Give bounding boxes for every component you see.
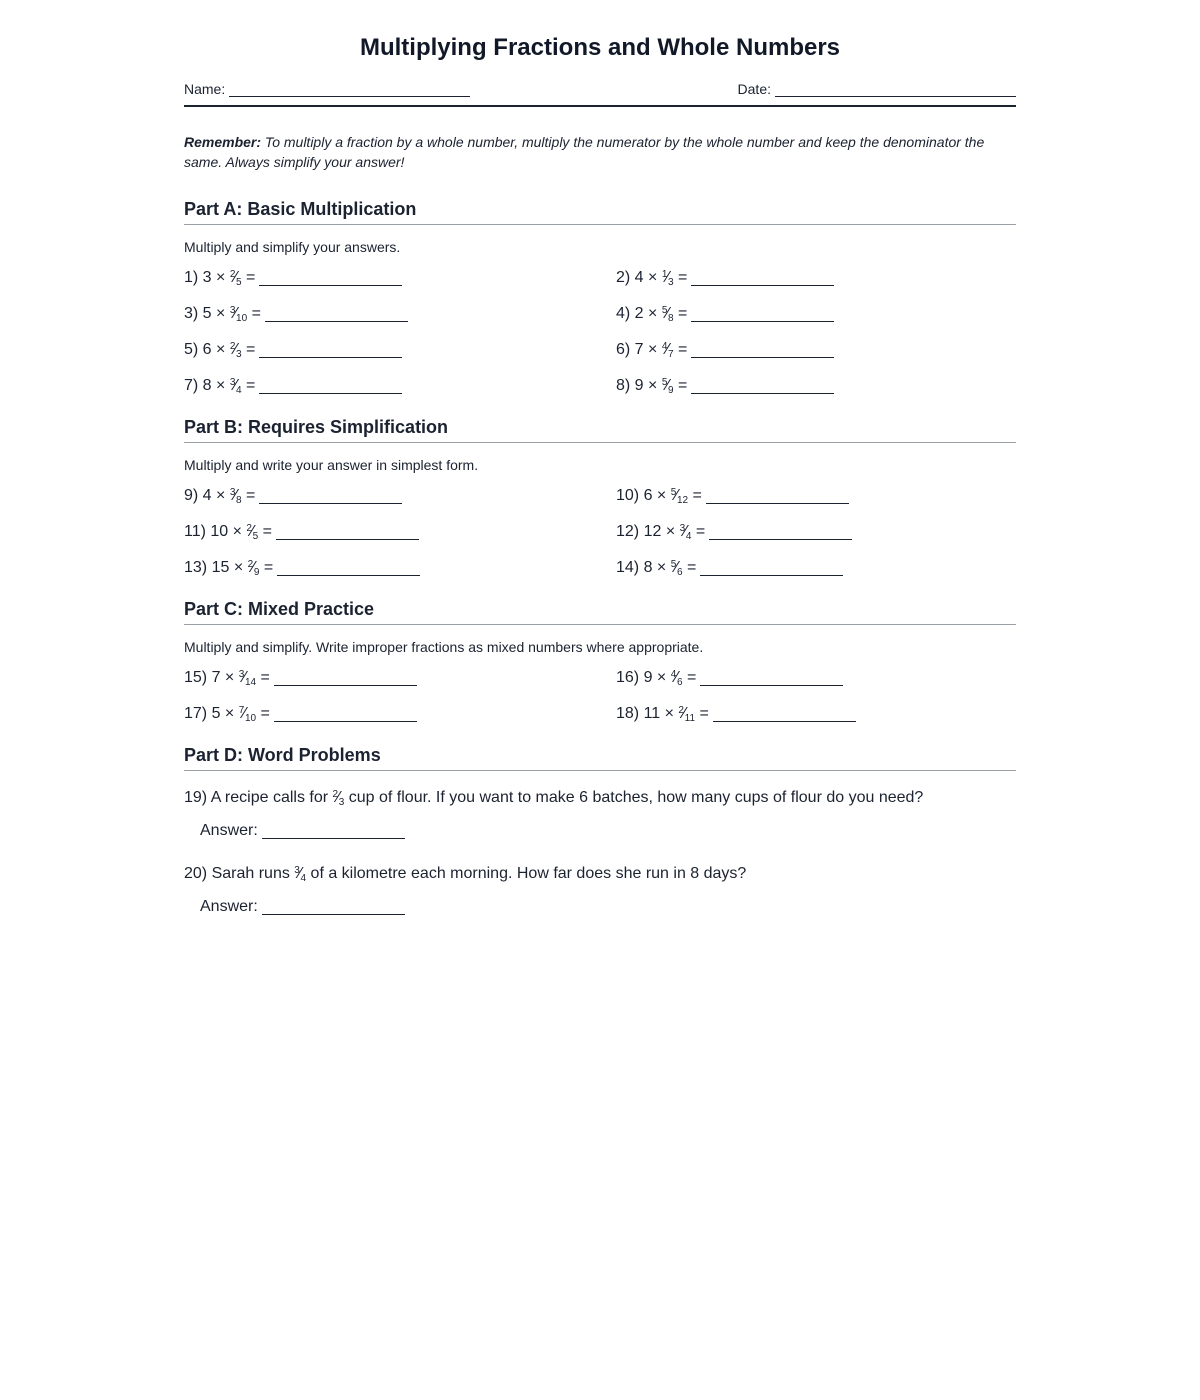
fraction	[230, 377, 242, 394]
fraction-numerator: 5	[670, 487, 677, 498]
problem-item	[184, 297, 408, 333]
fraction-denominator: 4	[236, 385, 242, 396]
answer-label: Answer:	[200, 822, 258, 839]
part-d-title: Part D: Word Problems	[184, 744, 1016, 771]
problem-item	[616, 479, 849, 515]
part-a-section	[184, 198, 1016, 405]
whole-number: 4 ×	[202, 487, 230, 504]
fraction	[239, 705, 256, 722]
fraction-denominator: 4	[685, 531, 692, 542]
answer-blank[interactable]	[709, 523, 852, 540]
problem-item	[184, 551, 420, 587]
fraction-denominator: 5	[252, 531, 259, 542]
problem-number: 8)	[616, 377, 635, 394]
problem-row	[184, 369, 1016, 405]
fraction-denominator: 8	[668, 313, 674, 324]
problem-row	[184, 515, 1016, 551]
answer-blank[interactable]	[276, 523, 419, 540]
equals-sign: =	[256, 669, 270, 686]
problem-item	[184, 515, 419, 551]
fraction-slash: ⁄	[675, 559, 678, 576]
date-blank[interactable]	[775, 82, 1016, 97]
fraction-denominator: 3	[338, 797, 345, 808]
fraction-slash: ⁄	[243, 705, 246, 722]
problem-number: 2)	[616, 269, 635, 286]
problem-number: 3)	[184, 305, 203, 322]
fraction-numerator: 3	[229, 377, 236, 388]
date-label: Date:	[737, 81, 771, 97]
fraction-numerator: 4	[661, 341, 668, 352]
problem-row	[184, 661, 1016, 697]
remember-note	[184, 132, 1016, 172]
part-c-instruction: Multiply and simplify. Write improper fractions as mixed numbers where appropriate.	[184, 639, 704, 655]
equals-sign: =	[688, 487, 702, 504]
problem-item	[184, 333, 402, 369]
fraction-slash: ⁄	[337, 789, 340, 806]
problem-number: 9)	[184, 487, 203, 504]
equals-sign: =	[682, 559, 697, 576]
fraction-slash: ⁄	[675, 487, 678, 504]
whole-number: 7 ×	[211, 669, 239, 686]
fraction-slash: ⁄	[298, 865, 302, 882]
fraction	[230, 487, 242, 504]
fraction-slash: ⁄	[234, 487, 238, 504]
name-label: Name:	[184, 81, 226, 97]
problem-item	[184, 697, 417, 733]
fraction	[662, 341, 674, 358]
problem-number: 20)	[184, 865, 212, 882]
fraction-numerator: 3	[229, 487, 236, 498]
fraction	[680, 523, 692, 540]
problem-item	[616, 297, 834, 333]
fraction-numerator: 5	[670, 559, 677, 570]
equals-sign: =	[691, 523, 706, 540]
worksheet	[184, 0, 1016, 921]
answer-blank[interactable]	[259, 377, 402, 394]
equals-sign: =	[241, 377, 256, 394]
fraction-numerator: 3	[238, 669, 245, 680]
problem-row	[184, 297, 1016, 333]
problem-row	[184, 479, 1016, 515]
fraction-slash: ⁄	[250, 523, 254, 540]
question-text-before: Sarah runs	[211, 865, 295, 882]
whole-number: 12 ×	[643, 523, 680, 540]
date-field	[738, 81, 1016, 97]
fraction-numerator: 5	[661, 305, 668, 316]
fraction-denominator: 6	[676, 567, 683, 578]
problem-item	[616, 551, 843, 587]
answer-blank[interactable]	[265, 305, 408, 322]
fraction-numerator: 2	[678, 705, 684, 716]
whole-number: 15 ×	[211, 559, 248, 576]
fraction-slash: ⁄	[234, 305, 238, 322]
fraction	[294, 865, 306, 882]
answer-blank[interactable]	[691, 377, 834, 394]
fraction-denominator: 6	[676, 677, 683, 688]
fraction-denominator: 3	[668, 277, 674, 288]
equals-sign: =	[682, 669, 697, 686]
page-title: Multiplying Fractions and Whole Numbers	[359, 34, 841, 61]
fraction	[678, 705, 695, 722]
problem-number: 14)	[616, 559, 644, 576]
fraction-slash: ⁄	[252, 559, 255, 576]
fraction-numerator: 2	[246, 523, 252, 534]
equals-sign: =	[258, 523, 273, 540]
fraction-denominator: 9	[668, 385, 674, 396]
whole-number: 7 ×	[634, 341, 662, 358]
name-blank[interactable]	[229, 82, 470, 97]
fraction	[239, 669, 256, 686]
problem-number: 4)	[616, 305, 635, 322]
fraction-denominator: 8	[236, 495, 242, 506]
fraction-slash: ⁄	[234, 341, 238, 358]
part-c-problems	[184, 661, 1016, 733]
problem-item	[184, 369, 402, 405]
question-text-before: A recipe calls for	[210, 789, 333, 806]
fraction-numerator: 5	[661, 377, 668, 388]
problem-number: 17)	[184, 705, 212, 722]
problem-number: 13)	[184, 559, 212, 576]
fraction-denominator: 10	[244, 713, 257, 724]
problem-number: 10)	[616, 487, 644, 504]
fraction-slash: ⁄	[243, 669, 246, 686]
fraction	[671, 487, 688, 504]
fraction-slash: ⁄	[682, 705, 686, 722]
problem-number: 19)	[184, 789, 211, 806]
equals-sign: =	[695, 705, 709, 722]
remember-label: Remember:	[184, 134, 262, 150]
problem-row	[184, 261, 1016, 297]
equals-sign: =	[673, 269, 688, 286]
fraction	[248, 559, 260, 576]
remember-text: To multiply a fraction by a whole number, multiply the numerator by the whole number and keep the denominator the same. Always simplify your answer!	[184, 134, 985, 170]
fraction-numerator: 2	[247, 559, 254, 570]
question-text-after: of a kilometre each morning. How far does she run in 8 days?	[306, 865, 747, 882]
whole-number: 8 ×	[643, 559, 671, 576]
fraction-denominator: 3	[236, 349, 242, 360]
part-b-section	[184, 416, 1016, 587]
fraction	[662, 377, 674, 394]
fraction-slash: ⁄	[234, 269, 238, 286]
fraction-denominator: 4	[300, 873, 307, 884]
part-d-section	[184, 744, 1016, 921]
problem-row	[184, 333, 1016, 369]
part-c-section	[184, 598, 1016, 733]
fraction-denominator: 5	[236, 277, 242, 288]
fraction	[671, 669, 683, 686]
equals-sign: =	[259, 559, 274, 576]
word-problems	[184, 781, 1016, 921]
answer-line	[184, 817, 1016, 845]
answer-blank[interactable]	[706, 487, 849, 504]
answer-line	[184, 893, 1016, 921]
problem-item	[616, 261, 834, 297]
fraction-slash: ⁄	[666, 269, 670, 286]
equals-sign: =	[673, 305, 688, 322]
fraction	[230, 305, 247, 322]
word-problem	[184, 781, 1016, 845]
answer-blank[interactable]	[262, 898, 405, 915]
fraction	[333, 789, 345, 806]
name-field	[184, 81, 470, 97]
answer-blank[interactable]	[700, 559, 843, 576]
problem-row	[184, 551, 1016, 587]
problem-row	[184, 697, 1016, 733]
answer-blank[interactable]	[259, 269, 402, 286]
problem-number: 11)	[184, 523, 211, 540]
problem-number: 16)	[616, 669, 644, 686]
answer-blank[interactable]	[691, 269, 834, 286]
whole-number: 5 ×	[202, 305, 230, 322]
equals-sign: =	[247, 305, 261, 322]
whole-number: 6 ×	[202, 341, 230, 358]
answer-blank[interactable]	[700, 669, 843, 686]
fraction-numerator: 1	[661, 269, 668, 280]
fraction-slash: ⁄	[684, 523, 687, 540]
fraction	[230, 341, 242, 358]
fraction-numerator: 2	[332, 789, 339, 800]
whole-number: 11 ×	[643, 705, 679, 722]
fraction-slash: ⁄	[666, 377, 670, 394]
fraction-denominator: 7	[668, 349, 674, 360]
equals-sign: =	[241, 487, 256, 504]
problem-number: 12)	[616, 523, 644, 540]
fraction-slash: ⁄	[666, 341, 670, 358]
answer-blank[interactable]	[274, 705, 417, 722]
fraction-denominator: 14	[244, 677, 257, 688]
fraction-denominator: 11	[684, 713, 696, 724]
whole-number: 2 ×	[634, 305, 662, 322]
word-problem-question	[184, 781, 1016, 817]
problem-number: 5)	[184, 341, 203, 358]
question-text-after: cup of flour. If you want to make 6 batches, how many cups of flour do you need?	[344, 789, 924, 806]
fraction	[246, 523, 258, 540]
problem-number: 18)	[616, 705, 644, 722]
answer-blank[interactable]	[259, 487, 402, 504]
answer-blank[interactable]	[274, 669, 417, 686]
part-a-problems	[184, 261, 1016, 405]
fraction-numerator: 4	[670, 669, 677, 680]
fraction-denominator: 9	[253, 567, 260, 578]
fraction-numerator: 3	[679, 523, 686, 534]
equals-sign: =	[673, 377, 688, 394]
word-problem	[184, 857, 1016, 921]
part-a-title: Part A: Basic Multiplication	[184, 198, 1016, 225]
fraction-denominator: 10	[236, 313, 248, 324]
whole-number: 10 ×	[210, 523, 247, 540]
whole-number: 9 ×	[643, 669, 671, 686]
whole-number: 6 ×	[643, 487, 671, 504]
answer-blank[interactable]	[277, 559, 420, 576]
fraction	[662, 305, 674, 322]
equals-sign: =	[256, 705, 270, 722]
fraction	[671, 559, 683, 576]
problem-item	[616, 515, 852, 551]
problem-number: 7)	[184, 377, 203, 394]
whole-number: 3 ×	[202, 269, 230, 286]
whole-number: 9 ×	[634, 377, 662, 394]
answer-blank[interactable]	[262, 822, 405, 839]
problem-number: 1)	[184, 269, 203, 286]
whole-number: 5 ×	[211, 705, 239, 722]
problem-item	[616, 369, 834, 405]
problem-item	[616, 697, 856, 733]
fraction-numerator: 2	[229, 269, 236, 280]
fraction-numerator: 3	[294, 865, 300, 876]
answer-blank[interactable]	[259, 341, 402, 358]
problem-item	[616, 333, 834, 369]
equals-sign: =	[241, 341, 256, 358]
word-problem-question	[184, 857, 1016, 893]
problem-item	[184, 479, 402, 515]
fraction-numerator: 3	[229, 305, 236, 316]
fraction-slash: ⁄	[666, 305, 670, 322]
fraction	[230, 269, 242, 286]
fraction-numerator: 7	[238, 705, 245, 716]
fraction-slash: ⁄	[675, 669, 678, 686]
part-b-instruction: Multiply and write your answer in simplest form.	[184, 457, 479, 473]
problem-number: 6)	[616, 341, 635, 358]
fraction-numerator: 2	[229, 341, 236, 352]
part-b-title: Part B: Requires Simplification	[184, 416, 1016, 443]
whole-number: 8 ×	[202, 377, 230, 394]
part-c-title: Part C: Mixed Practice	[184, 598, 1016, 625]
answer-blank[interactable]	[691, 341, 834, 358]
fraction	[662, 269, 674, 286]
whole-number: 4 ×	[634, 269, 662, 286]
problem-item	[616, 661, 843, 697]
name-date-row	[184, 77, 1016, 107]
equals-sign: =	[673, 341, 688, 358]
problem-item	[184, 261, 402, 297]
part-a-instruction: Multiply and simplify your answers.	[184, 239, 401, 255]
fraction-slash: ⁄	[234, 377, 238, 394]
fraction-denominator: 12	[676, 495, 689, 506]
problem-item	[184, 661, 417, 697]
problem-number: 15)	[184, 669, 212, 686]
part-b-problems	[184, 479, 1016, 587]
equals-sign: =	[241, 269, 256, 286]
answer-blank[interactable]	[691, 305, 834, 322]
answer-label: Answer:	[200, 898, 258, 915]
answer-blank[interactable]	[713, 705, 856, 722]
